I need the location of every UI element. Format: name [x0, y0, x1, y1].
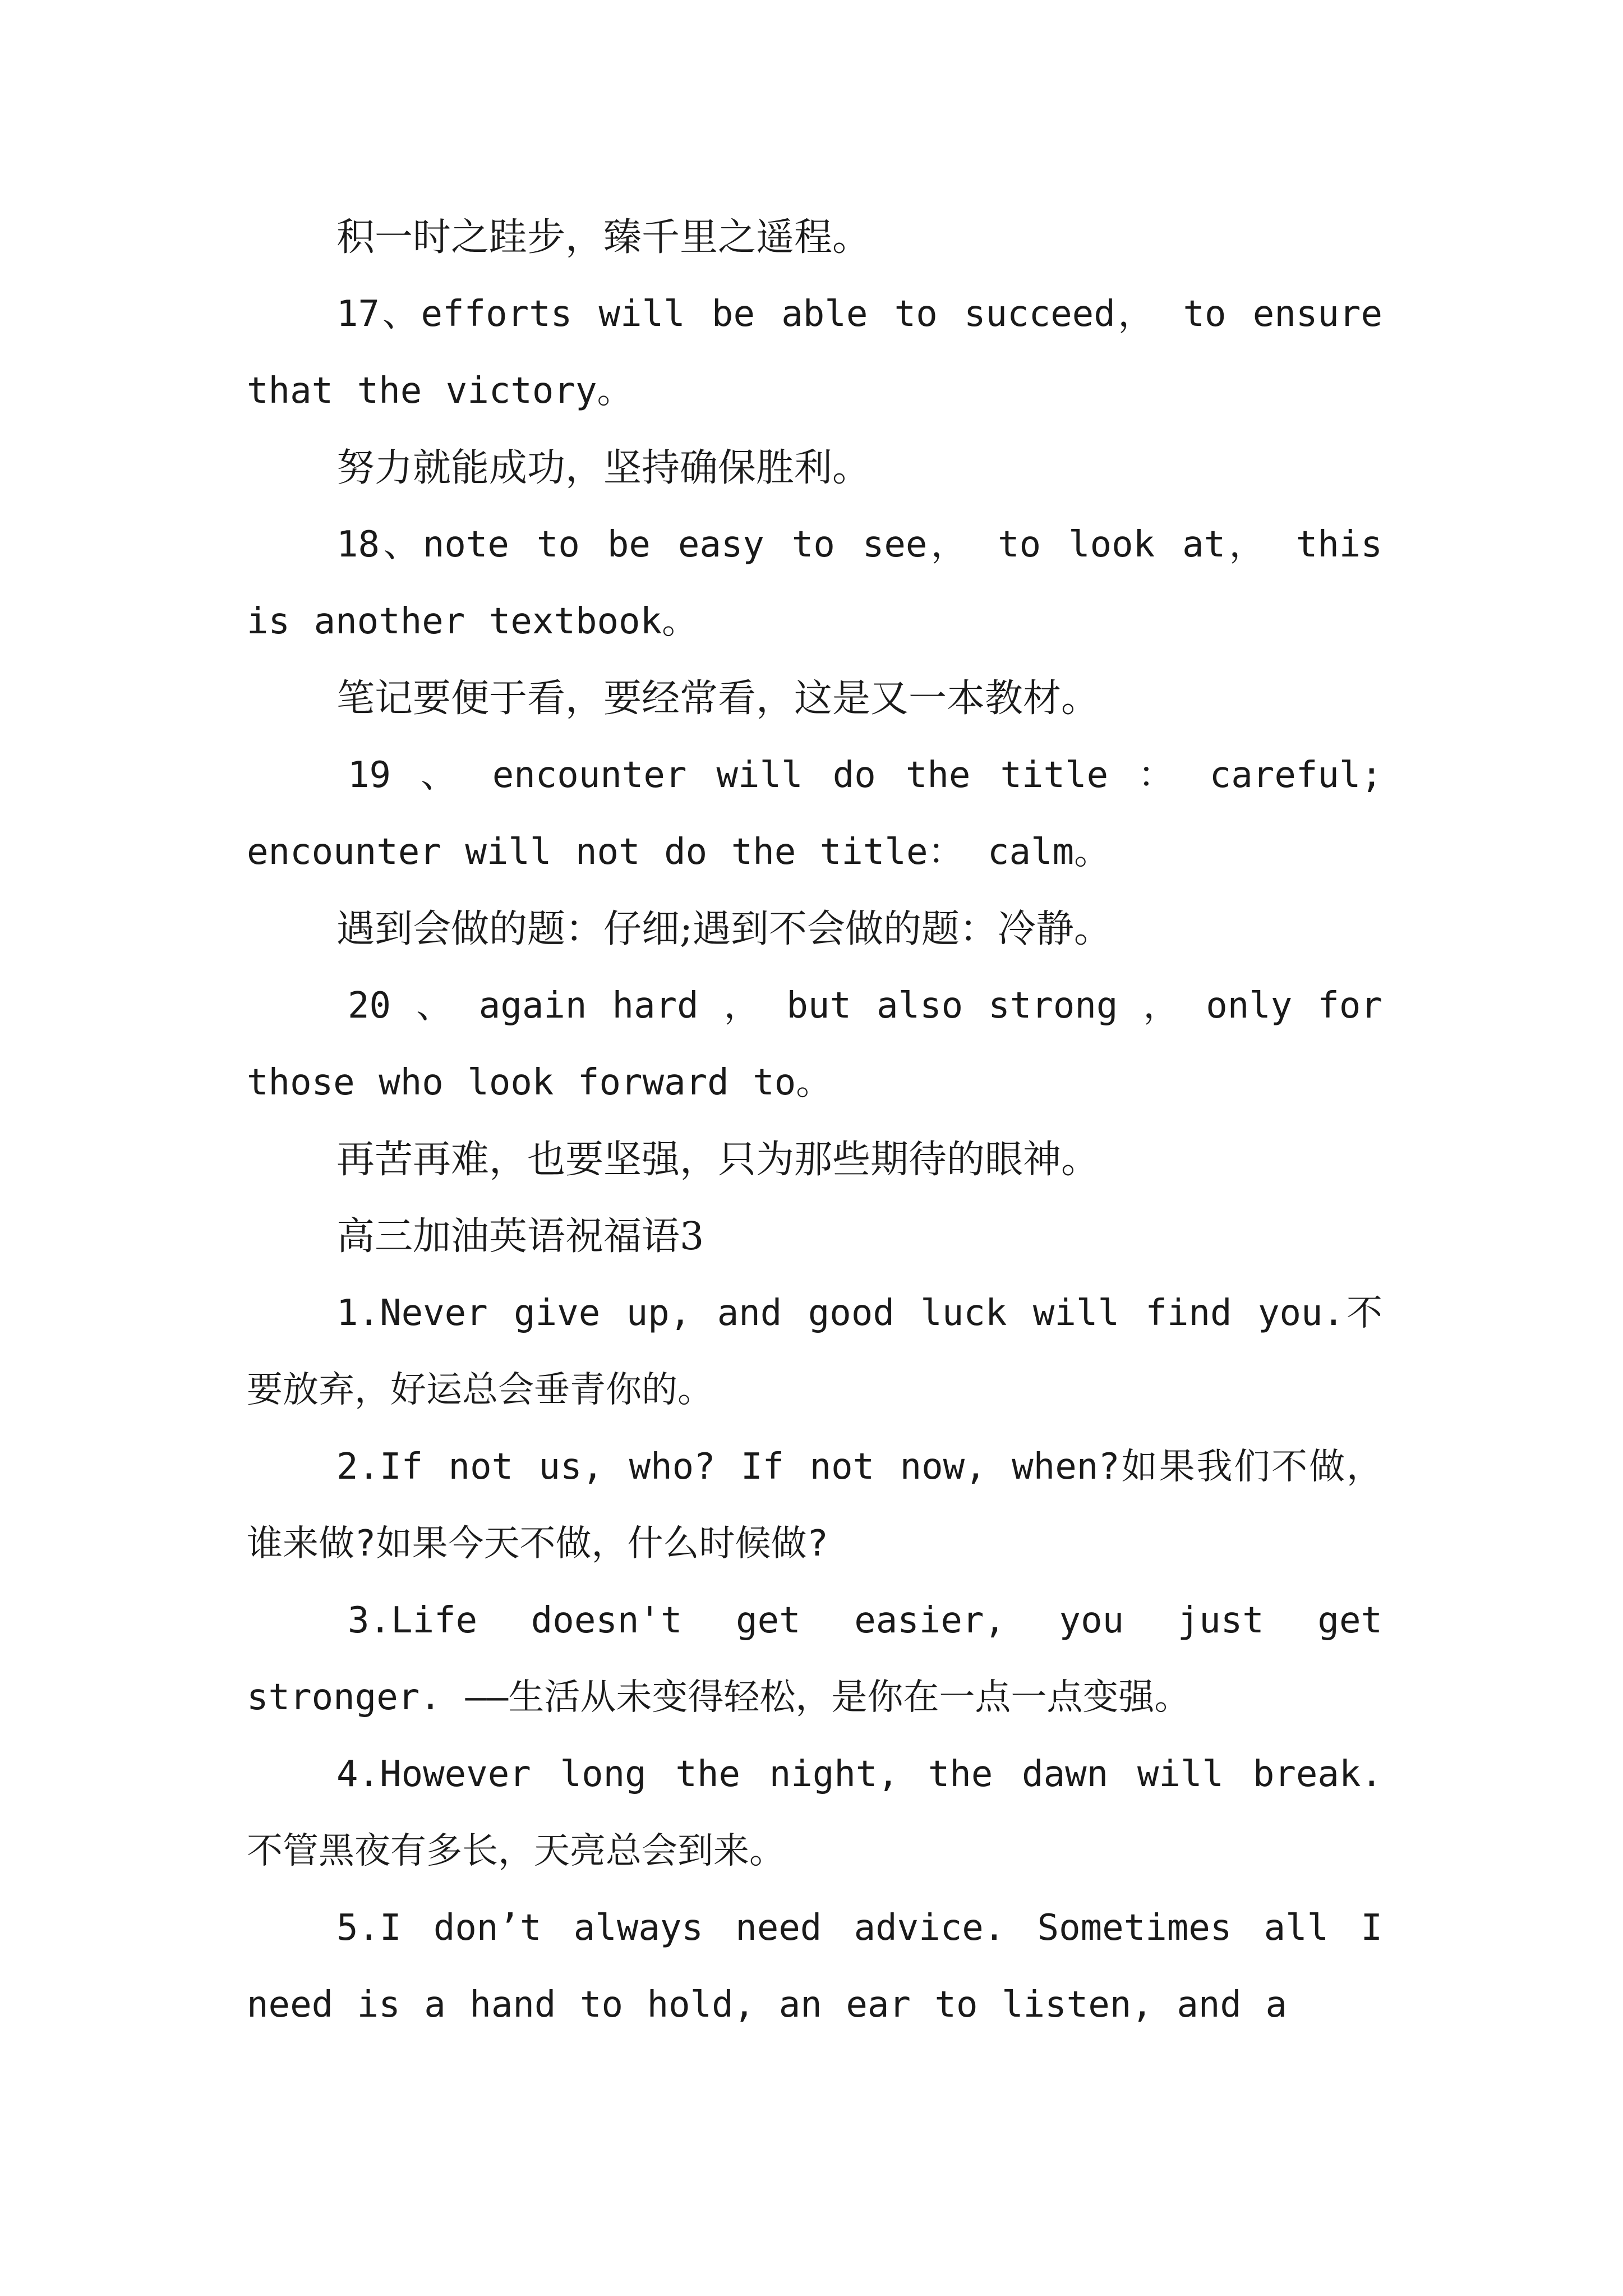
paragraph-item-19-english: 19 、 encounter will do the title ： careful; encounter will not do the title： calm。 [247, 754, 1382, 873]
paragraph-item-19-chinese: 遇到会做的题：仔细;遇到不会做的题：冷静。 [336, 907, 1112, 951]
paragraph-chinese-proverb: 积一时之跬步，臻千里之遥程。 [336, 215, 871, 260]
document-body [247, 199, 1382, 2044]
paragraph-item-18-chinese: 笔记要便于看，要经常看，这是又一本教材。 [336, 677, 1100, 721]
paragraph-blessing-4: 4.However long the night, the dawn will break. 不管黑夜有多长，天亮总会到来。 [247, 1754, 1382, 1872]
paragraph-blessing-2: 2.If not us, who? If not now, when?如果我们不做，谁来做?如果今天不做，什么时候做? [247, 1446, 1382, 1565]
paragraph-item-18-english: 18、note to be easy to see， to look at， this is another textbook。 [247, 524, 1382, 642]
paragraph-blessing-3: 3.Life doesn't get easier, you just get stronger. ——生活从未变得轻松，是你在一点一点变强。 [247, 1600, 1382, 1718]
paragraph-item-20-english: 20 、 again hard ， but also strong ， only for those who look forward to。 [247, 985, 1382, 1103]
paragraph-blessing-5: 5.I don’t always need advice. Sometimes all I need is a hand to hold, an ear to listen, and a [247, 1907, 1382, 2026]
paragraph-blessing-1: 1.Never give up, and good luck will find you.不要放弃，好运总会垂青你的。 [247, 1292, 1382, 1411]
paragraph-item-17-english: 17、efforts will be able to succeed， to ensure that the victory。 [247, 293, 1382, 412]
section-heading: 高三加油英语祝福语3 [336, 1214, 704, 1259]
paragraph-item-17-chinese: 努力就能成功，坚持确保胜利。 [336, 446, 871, 490]
paragraph-item-20-chinese: 再苦再难，也要坚强，只为那些期待的眼神。 [336, 1138, 1100, 1182]
